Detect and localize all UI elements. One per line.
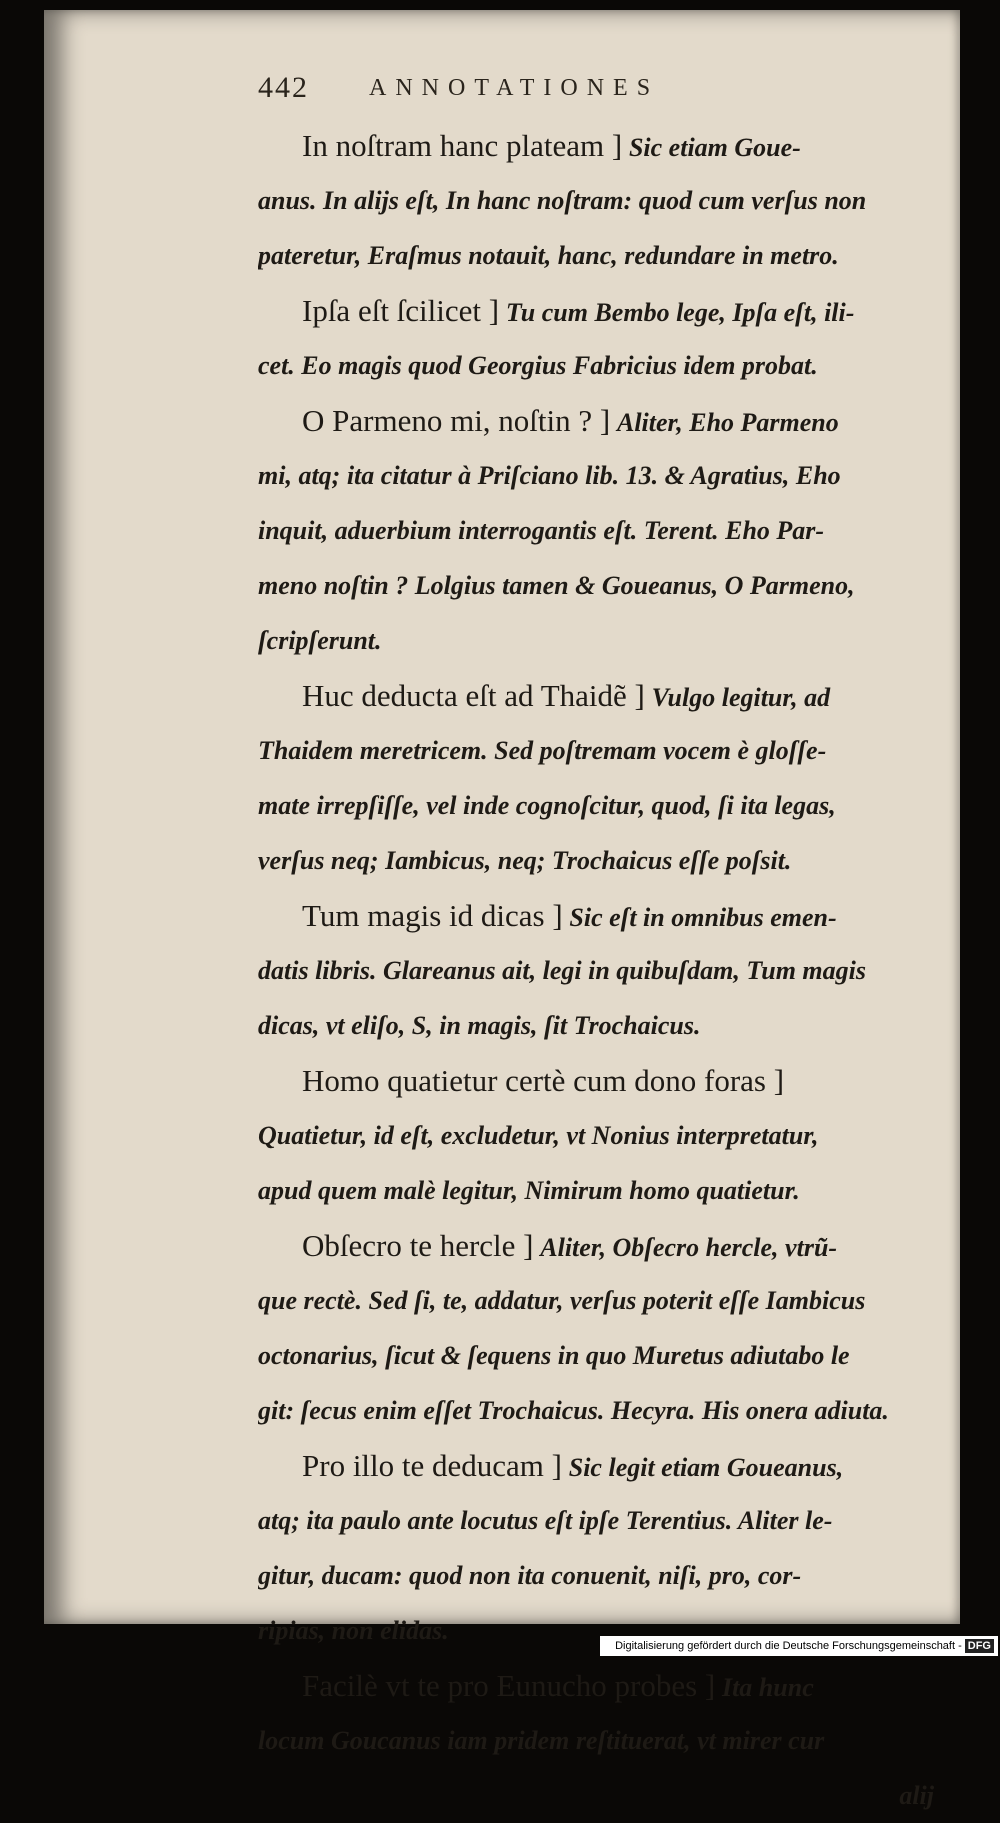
footer-text: Digitalisierung gefördert durch die Deutsche Forschungsgemeinschaft -	[615, 1640, 962, 1652]
lemma: Obſecro te hercle ]	[302, 1228, 534, 1263]
page-number: 442	[258, 71, 309, 104]
commentary-text: Sic etiam Goue-	[628, 133, 801, 162]
commentary-text: apud quem malè legitur, Nimirum homo quatietur.	[258, 1176, 800, 1205]
entry-first-line	[258, 1438, 958, 1493]
commentary-text: locum Goucanus iam pridem reſtituerat, vt mirer cur	[258, 1726, 825, 1755]
lemma: Huc deducta eſt ad Thaidẽ ]	[302, 678, 645, 713]
entry-first-line	[258, 118, 958, 173]
entry-line	[258, 503, 958, 558]
lemma: In noſtram hanc plateam ]	[302, 128, 623, 163]
entry-line	[258, 1163, 958, 1218]
entry-first-line	[258, 1218, 958, 1273]
commentary-text: Ita hunc	[721, 1673, 814, 1702]
commentary-text: verſus neq; Iambicus, neq; Trochaicus eſſe poſsit.	[258, 846, 792, 875]
page-text	[258, 58, 958, 1823]
commentary-text: ſcripſerunt.	[258, 626, 382, 655]
catchword-line	[258, 1768, 958, 1823]
commentary-text: Vulgo legitur, ad	[651, 683, 831, 712]
lemma: Tum magis id dicas ]	[302, 898, 563, 933]
running-header	[258, 58, 958, 118]
dfg-logo: DFG	[965, 1639, 994, 1653]
commentary-text: pateretur, Eraſmus notauit, hanc, redundare in metro.	[258, 241, 839, 270]
commentary-text: que rectè. Sed ſi, te, addatur, verſus poterit eſſe Iambicus	[258, 1286, 866, 1315]
entry-line	[258, 1328, 958, 1383]
commentary-text: anus. In alijs eſt, In hanc noſtram: quod cum verſus non	[258, 186, 867, 215]
entry-first-line	[258, 668, 958, 723]
commentary-text: git: ſecus enim eſſet Trochaicus. Hecyra. His onera adiuta.	[258, 1396, 889, 1425]
entry-line	[258, 338, 958, 393]
commentary-text: Aliter, Obſecro hercle, vtrũ-	[540, 1233, 838, 1262]
entry-line	[258, 1493, 958, 1548]
commentary-text: Quatietur, id eſt, excludetur, vt Nonius interpretatur,	[258, 1121, 819, 1150]
commentary-text: octonarius, ſicut & ſequens in quo Muretus adiutabo le	[258, 1341, 850, 1370]
entry-line	[258, 1713, 958, 1768]
commentary-text: Sic eſt in omnibus emen-	[569, 903, 837, 932]
entry-line	[258, 228, 958, 283]
commentary-text: cet. Eo magis quod Georgius Fabricius idem probat.	[258, 351, 818, 380]
entry-line	[258, 833, 958, 888]
entry-line	[258, 998, 958, 1053]
lemma: Homo quatietur certè cum dono foras ]	[302, 1063, 785, 1098]
entry-first-line	[258, 1658, 958, 1713]
entry-line	[258, 778, 958, 833]
lemma: O Parmeno mi, noſtin ? ]	[302, 403, 611, 438]
entry-line	[258, 173, 958, 228]
entry-first-line	[258, 283, 958, 338]
entry-line	[258, 1383, 958, 1438]
entry-line	[258, 723, 958, 778]
commentary-text: ripias, non elidas.	[258, 1616, 449, 1645]
entry-line	[258, 1108, 958, 1163]
lemma: Pro illo te deducam ]	[302, 1448, 562, 1483]
catchword: alij	[899, 1781, 934, 1810]
entry-first-line	[258, 888, 958, 943]
commentary-text: Thaidem meretricem. Sed poſtremam vocem è gloſſe-	[258, 736, 827, 765]
commentary-text: datis libris. Glareanus ait, legi in quibuſdam, Tum magis	[258, 956, 866, 985]
lemma: Ipſa eſt ſcilicet ]	[302, 293, 500, 328]
commentary-text: Sic legit etiam Goueanus,	[568, 1453, 844, 1482]
entry-line	[258, 558, 958, 613]
entry-line	[258, 1273, 958, 1328]
commentary-text: dicas, vt eliſo, S, in magis, ſit Trochaicus.	[258, 1011, 701, 1040]
annotation-entries	[258, 118, 958, 1768]
entry-first-line	[258, 1053, 958, 1108]
commentary-text: gitur, ducam: quod non ita conuenit, niſi, pro, cor-	[258, 1561, 802, 1590]
commentary-text: mate irrepſiſſe, vel inde cognoſcitur, quod, ſi ita legas,	[258, 791, 836, 820]
commentary-text: atq; ita paulo ante locutus eſt ipſe Terentius. Aliter le-	[258, 1506, 833, 1535]
running-title: ANNOTATIONES	[369, 74, 660, 101]
entry-first-line	[258, 393, 958, 448]
entry-line	[258, 1548, 958, 1603]
commentary-text: meno noſtin ? Lolgius tamen & Goueanus, O Parmeno,	[258, 571, 855, 600]
entry-line	[258, 448, 958, 503]
commentary-text: Tu cum Bembo lege, Ipſa eſt, ili-	[505, 298, 855, 327]
commentary-text: mi, atq; ita citatur à Priſciano lib. 13. & Agratius, Eho	[258, 461, 841, 490]
digitization-footer	[600, 1636, 998, 1656]
commentary-text: inquit, aduerbium interrogantis eſt. Terent. Eho Par-	[258, 516, 825, 545]
commentary-text: Aliter, Eho Parmeno	[616, 408, 839, 437]
entry-line	[258, 613, 958, 668]
entry-line	[258, 943, 958, 998]
lemma: Facilè vt te pro Eunucho probes ]	[302, 1668, 716, 1703]
